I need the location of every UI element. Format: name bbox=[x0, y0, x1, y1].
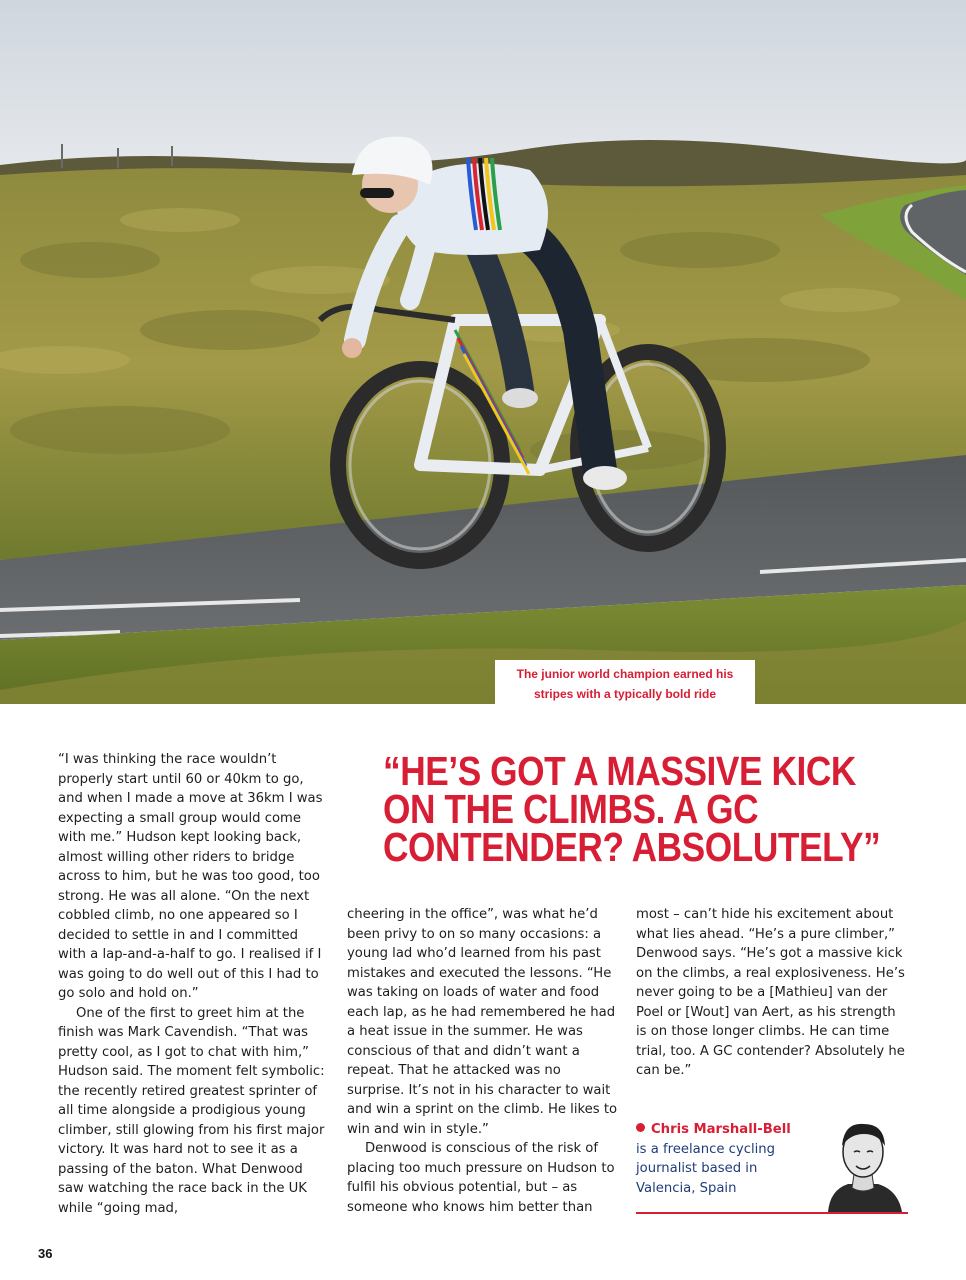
pull-quote-line-2: ON THE CLIMBS. A GC bbox=[383, 786, 759, 832]
pull-quote bbox=[383, 748, 881, 870]
pull-quote-line-1: “HE’S GOT A MASSIVE KICK bbox=[383, 748, 856, 794]
page-number: 36 bbox=[38, 1246, 53, 1261]
article-column-2 bbox=[347, 905, 619, 1217]
author-name: Chris Marshall-Bell bbox=[651, 1122, 791, 1137]
bio-divider bbox=[636, 1212, 908, 1214]
paragraph: “I was thinking the race wouldn’t properly start until 60 or 40km to go, and when I made a move at 36km I was expecting a small group would come with me.” Hudson kept looking back, almost willing other riders to bridge across to him, but he was too good, too strong. He was all alone. “On the next cobbled climb, no one appeared so I decided to settle in and I committed with a lap-and-a-half to go. I realised if I was going to do well out of this I had to go solo and hold on.” bbox=[58, 752, 323, 1001]
caption-line-1: The junior world champion earned his bbox=[516, 667, 734, 681]
article-column-1 bbox=[58, 750, 330, 1218]
caption-line-2: stripes with a typically bold ride bbox=[533, 687, 717, 701]
photo-caption bbox=[495, 660, 755, 704]
author-portrait bbox=[818, 1112, 908, 1212]
paragraph: Denwood is conscious of the risk of placing too much pressure on Hudson to fulfil his obvious potential, but – as someone who knows him better than bbox=[347, 1141, 615, 1215]
author-name-line bbox=[636, 1120, 816, 1140]
author-bio bbox=[636, 1120, 908, 1214]
bullet-dot-icon bbox=[636, 1123, 645, 1132]
author-bio-text bbox=[636, 1120, 816, 1198]
paragraph: One of the first to greet him at the finish was Mark Cavendish. “That was pretty cool, as I got to chat with him,” Hudson said. The moment felt symbolic: the recently retired greatest sprinter of all time alongside a prodigious young climber, still glowing from his first major victory. It was hard not to see it as a passing of the baton. What Denwood saw watching the race back in the UK while “going mad, bbox=[58, 1005, 325, 1216]
pull-quote-line-3: CONTENDER? ABSOLUTELY” bbox=[383, 824, 881, 870]
paragraph: most – can’t hide his excitement about what lies ahead. “He’s a pure climber,” Denwood says. “He’s got a massive kick on the climbs, a real explosiveness. He’s never going to be a [Mathieu] van der Poel or [Wout] van Aert, as his strength is on those longer climbs. He can time trial, too. A GC contender? Absolutely he can be.” bbox=[636, 907, 905, 1078]
author-description: is a freelance cycling journalist based in Valencia, Spain bbox=[636, 1141, 776, 1196]
article-column-3 bbox=[636, 905, 908, 1081]
paragraph: cheering in the office”, was what he’d been privy to on so many occasions: a young lad who’d learned from his past mistakes and executed the lessons. “He was taking on loads of water and food each lap, as he had remembered he had a heat issue in the summer. He was conscious of that and didn’t want a repeat. That he attacked was no surprise. It’s not in his character to wait and win a sprint on the climb. He likes to win and win in style.” bbox=[347, 907, 618, 1137]
